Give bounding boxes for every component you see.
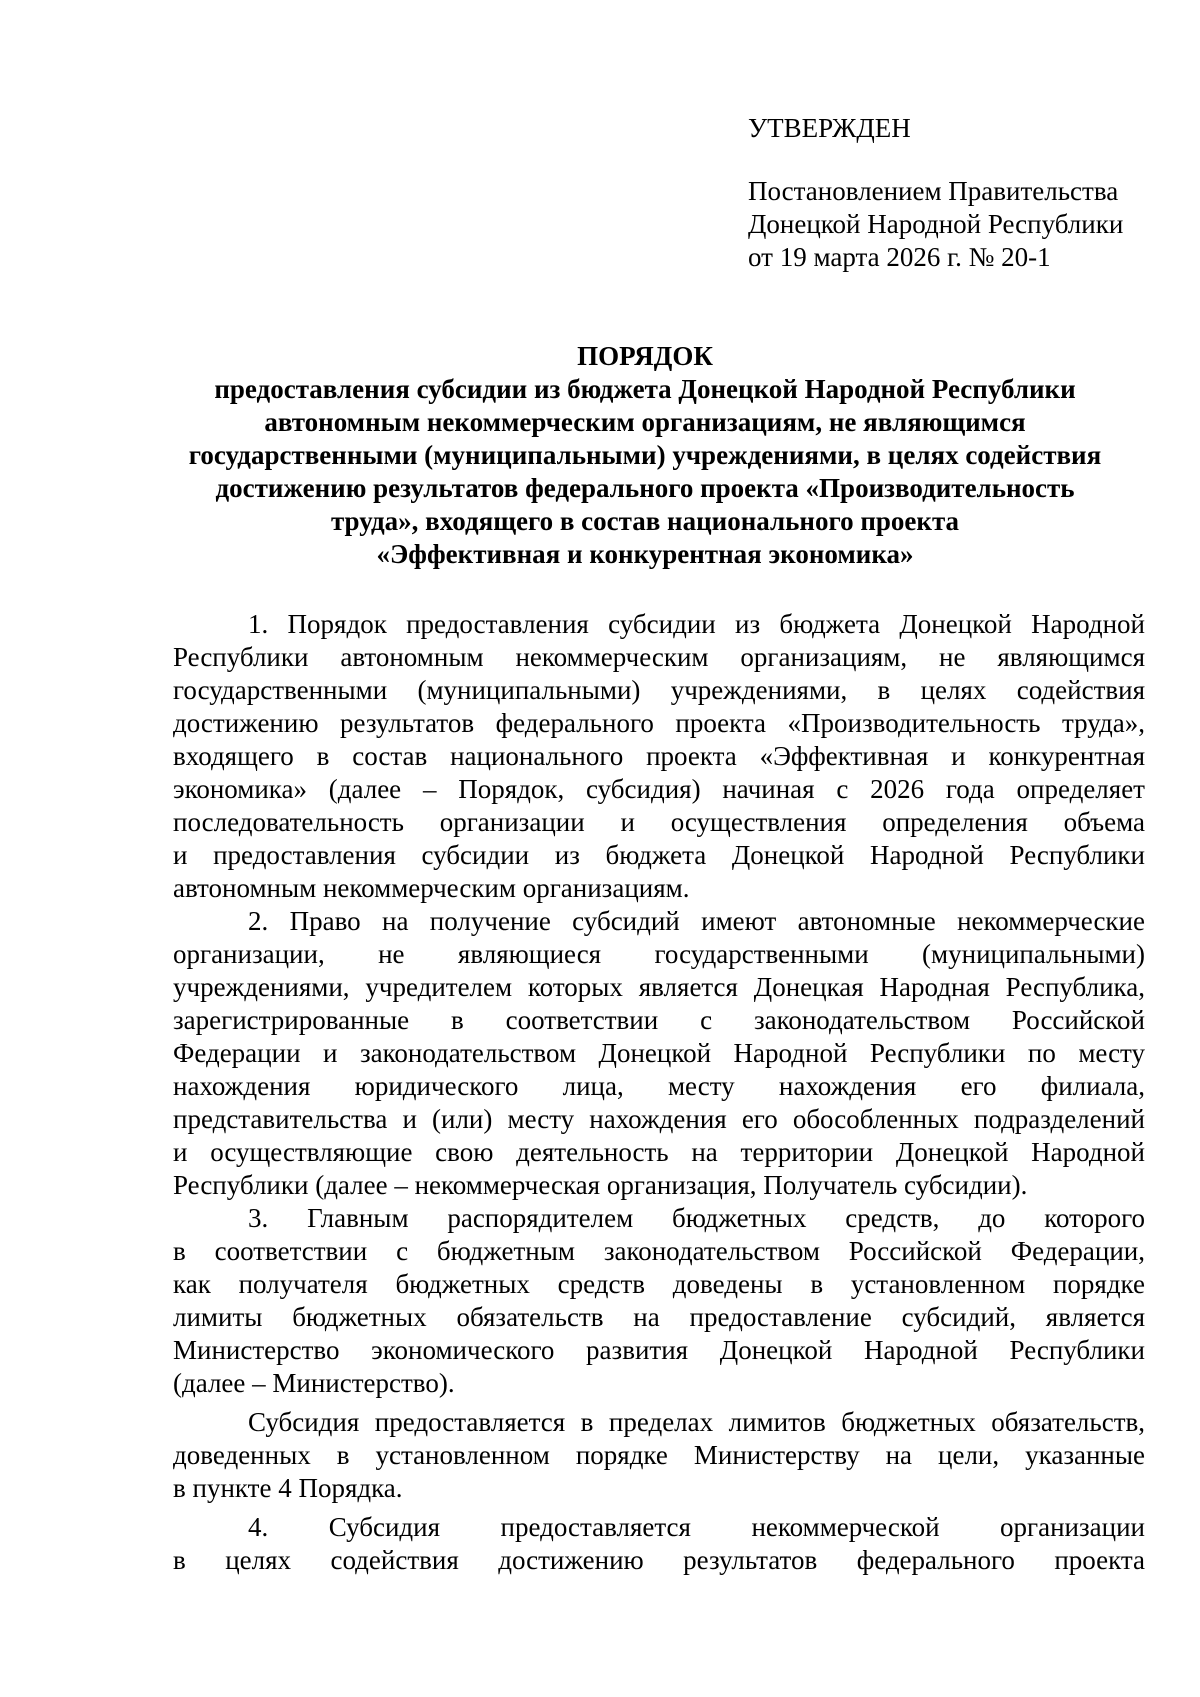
text-line: и предоставления субсидии из бюджета Донецкой Народной Республики (173, 840, 1145, 870)
text-line: 3. Главным распорядителем бюджетных средств, до которого (248, 1203, 1145, 1233)
paragraph-3 (173, 1202, 1145, 1400)
text-line: экономика» (далее – Порядок, субсидия) начиная с 2026 года определяет (173, 774, 1145, 804)
text-line: доведенных в установленном порядке Министерству на цели, указанные (173, 1440, 1145, 1470)
text-line: Министерство экономического развития Донецкой Народной Республики (173, 1335, 1145, 1365)
text-line: Республики автономным некоммерческим организациям, не являющимся (173, 642, 1145, 672)
text-line: в соответствии с бюджетным законодательством Российской Федерации, (173, 1236, 1145, 1266)
approval-line: от 19 марта 2026 г. № 20-1 (748, 242, 1051, 272)
paragraph-3-continuation (173, 1406, 1145, 1505)
approval-stamp (748, 112, 1123, 274)
text-line: представительства и (или) месту нахождения его обособленных подразделений (173, 1104, 1145, 1134)
approval-line: Постановлением Правительства (748, 176, 1119, 206)
title-line: достижению результатов федерального проекта «Производительность (215, 473, 1075, 503)
text-line: как получателя бюджетных средств доведены в установленном порядке (173, 1269, 1145, 1299)
text-line: Субсидия предоставляется в пределах лимитов бюджетных обязательств, (248, 1407, 1145, 1437)
text-line: Федерации и законодательством Донецкой Народной Республики по месту (173, 1038, 1145, 1068)
text-line: 2. Право на получение субсидий имеют автономные некоммерческие (248, 906, 1145, 936)
text-line: и осуществляющие свою деятельность на территории Донецкой Народной (173, 1137, 1145, 1167)
text-line: 4. Субсидия предоставляется некоммерческой организации (248, 1512, 1145, 1542)
text-line: последовательность организации и осуществления определения объема (173, 807, 1145, 837)
text-line: 1. Порядок предоставления субсидии из бюджета Донецкой Народной (248, 609, 1145, 639)
text-line: лимиты бюджетных обязательств на предоставление субсидий, является (173, 1302, 1145, 1332)
text-line: входящего в состав национального проекта «Эффективная и конкурентная (173, 741, 1145, 771)
text-line: государственными (муниципальными) учреждениями, в целях содействия (173, 675, 1145, 705)
paragraph-4 (173, 1511, 1145, 1577)
title-main: ПОРЯДОК (577, 341, 713, 371)
document-title (150, 340, 1140, 571)
document-body (173, 608, 1145, 1577)
text-line: автономным некоммерческим организациям. (173, 873, 690, 903)
paragraph-2 (173, 905, 1145, 1202)
text-line: зарегистрированные в соответствии с законодательством Российской (173, 1005, 1145, 1035)
text-line: учреждениями, учредителем которых является Донецкая Народная Республика, (173, 972, 1145, 1002)
text-line: (далее – Министерство). (173, 1368, 455, 1398)
paragraph-1 (173, 608, 1145, 905)
approval-heading: УТВЕРЖДЕН (748, 113, 911, 143)
approval-line: Донецкой Народной Республики (748, 209, 1124, 239)
title-line: труда», входящего в состав национального проекта (330, 506, 960, 536)
text-line: достижению результатов федерального проекта «Производительность труда», (173, 708, 1145, 738)
text-line: организации, не являющиеся государственными (муниципальными) (173, 939, 1145, 969)
text-line: в целях содействия достижению результатов федерального проекта (173, 1545, 1145, 1575)
text-line: нахождения юридического лица, месту нахождения его филиала, (173, 1071, 1145, 1101)
text-line: в пункте 4 Порядка. (173, 1473, 403, 1503)
title-line: «Эффективная и конкурентная экономика» (376, 539, 914, 569)
title-line: государственными (муниципальными) учреждениями, в целях содействия (188, 440, 1102, 470)
title-line: автономным некоммерческим организациям, не являющимся (264, 407, 1026, 437)
text-line: Республики (далее – некоммерческая организация, Получатель субсидии). (173, 1170, 1028, 1200)
title-line: предоставления субсидии из бюджета Донецкой Народной Республики (214, 374, 1076, 404)
